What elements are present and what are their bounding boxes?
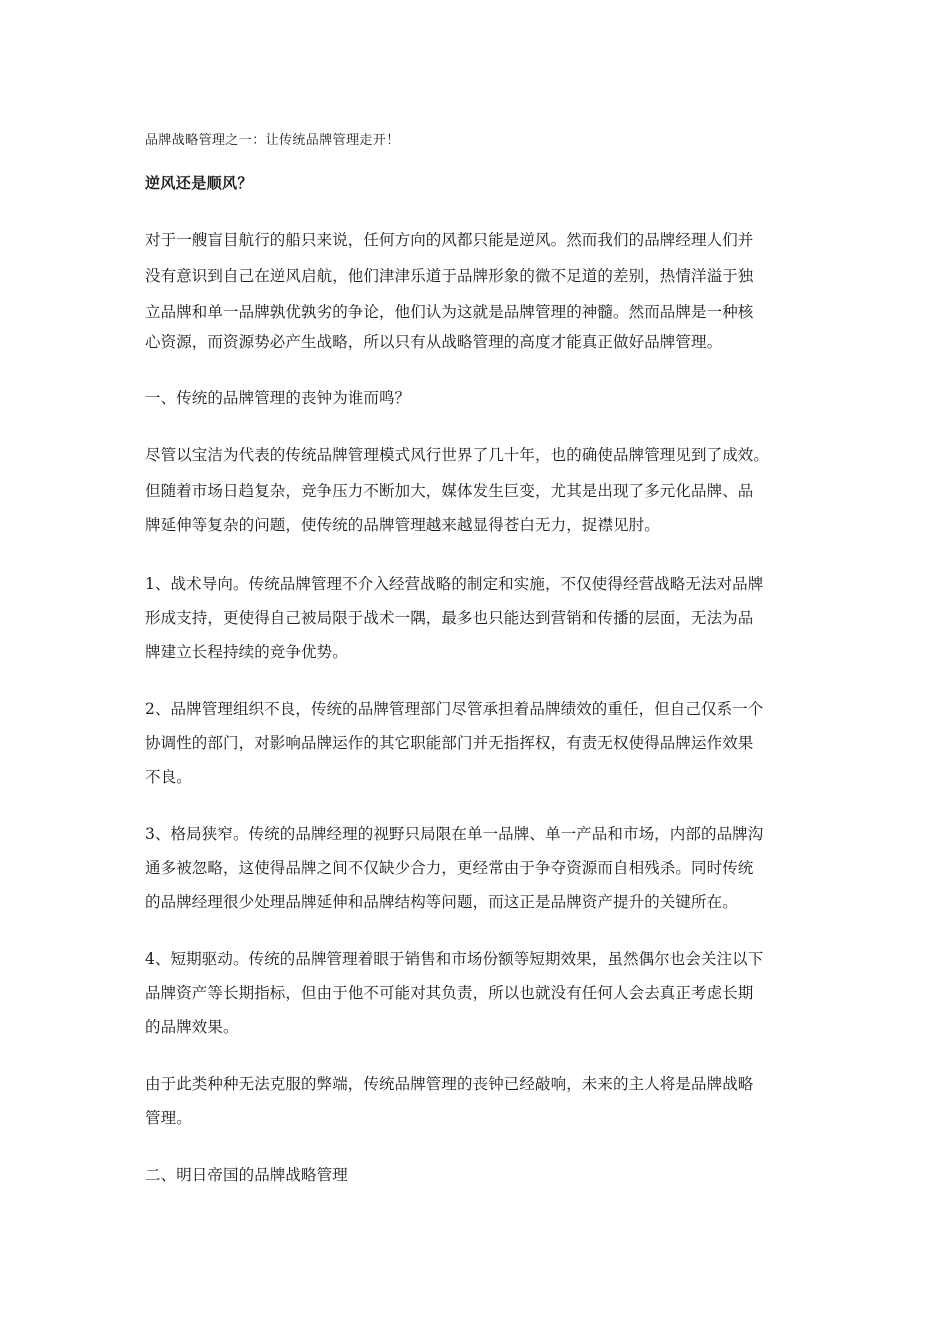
paragraph-line: 不良。 — [145, 768, 192, 786]
paragraph-line: 没有意识到自己在逆风启航，他们津津乐道于品牌形象的微不足道的差别，热情洋溢于独 — [145, 267, 754, 285]
paragraph-line: 对于一艘盲目航行的船只来说，任何方向的风都只能是逆风。然而我们的品牌经理人们并 — [145, 231, 754, 249]
paragraph-line: 牌延伸等复杂的问题，使传统的品牌管理越来越显得苍白无力，捉襟见肘。 — [145, 516, 660, 534]
paragraph-line: 立品牌和单一品牌孰优孰劣的争论，他们认为这就是品牌管理的神髓。然而品牌是一种核 — [145, 303, 754, 321]
paragraph-line: 协调性的部门，对影响品牌运作的其它职能部门并无指挥权，有责无权使得品牌运作效果 — [145, 734, 754, 752]
paragraph-line: 品牌资产等长期指标，但由于他不可能对其负责，所以也就没有任何人会去真正考虑长期 — [145, 984, 754, 1002]
paragraph-line: 通多被忽略，这使得品牌之间不仅缺少合力，更经常由于争夺资源而自相残杀。同时传统 — [145, 859, 754, 877]
section-heading-2: 二、明日帝国的品牌战略管理 — [145, 1166, 348, 1184]
paragraph-line: 但随着市场日趋复杂，竞争压力不断加大，媒体发生巨变，尤其是出现了多元化品牌、品 — [145, 482, 754, 500]
paragraph-line: 的品牌效果。 — [145, 1018, 239, 1036]
paragraph-line: 4、短期驱动。传统的品牌管理着眼于销售和市场份额等短期效果，虽然偶尔也会关注以下 — [145, 950, 764, 968]
paragraph-line: 心资源，而资源势必产生战略，所以只有从战略管理的高度才能真正做好品牌管理。 — [145, 333, 723, 351]
paragraph-line: 管理。 — [145, 1109, 192, 1127]
paragraph-line: 2、品牌管理组织不良，传统的品牌管理部门尽管承担着品牌绩效的重任，但自己仅系一个 — [145, 700, 764, 718]
document-title: 品牌战略管理之一：让传统品牌管理走开！ — [145, 133, 400, 148]
paragraph-line: 1、战术导向。传统品牌管理不介入经营战略的制定和实施，不仅使得经营战略无法对品牌 — [145, 575, 764, 593]
subheading: 逆风还是顺风？ — [145, 174, 253, 192]
section-heading-1: 一、传统的品牌管理的丧钟为谁而鸣？ — [145, 389, 411, 407]
paragraph-line: 由于此类种种无法克服的弊端，传统品牌管理的丧钟已经敲响，未来的主人将是品牌战略 — [145, 1075, 754, 1093]
paragraph-line: 形成支持，更使得自己被局限于战术一隅，最多也只能达到营销和传播的层面，无法为品 — [145, 609, 754, 627]
paragraph-line: 尽管以宝洁为代表的传统品牌管理模式风行世界了几十年，也的确使品牌管理见到了成效。 — [145, 446, 770, 464]
paragraph-line: 牌建立长程持续的竞争优势。 — [145, 643, 348, 661]
paragraph-line: 的品牌经理很少处理品牌延伸和品牌结构等问题，而这正是品牌资产提升的关键所在。 — [145, 893, 738, 911]
paragraph-line: 3、格局狭窄。传统的品牌经理的视野只局限在单一品牌、单一产品和市场，内部的品牌沟 — [145, 825, 764, 843]
